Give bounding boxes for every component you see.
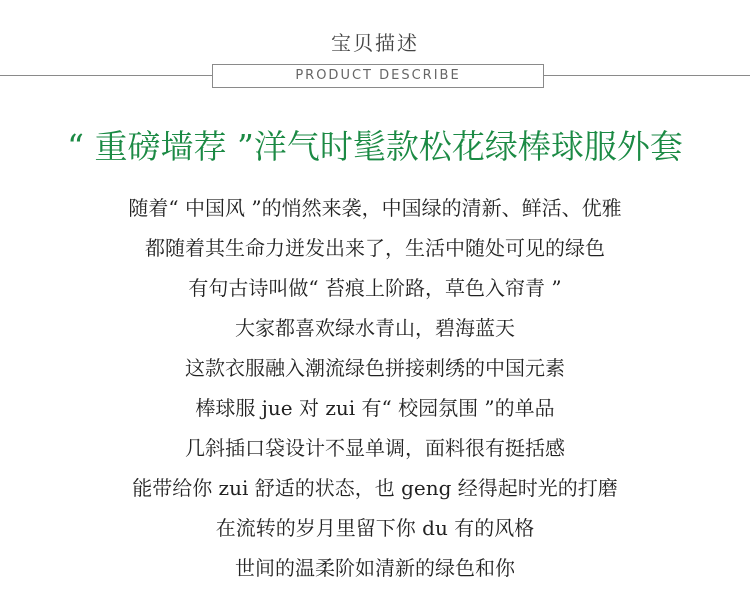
section-header <box>0 0 750 100</box>
description-line: 这款衣服融入潮流绿色拼接刺绣的中国元素 <box>185 356 565 380</box>
header-divider-right <box>543 75 750 76</box>
description-line: 棒球服 jue 对 zui 有“ 校园氛围 ”的单品 <box>195 396 555 420</box>
description-line: 都随着其生命力迸发出来了，生活中随处可见的绿色 <box>145 236 605 260</box>
section-title-en-box <box>212 64 544 88</box>
description-line: 有句古诗叫做“ 苔痕上阶路，草色入帘青 ” <box>188 276 562 300</box>
product-headline: “ 重磅墙荐 ”洋气时髦款松花绿棒球服外套 <box>67 127 683 166</box>
description-line: 能带给你 zui 舒适的状态，也 geng 经得起时光的打磨 <box>132 476 618 500</box>
description-line: 世间的温柔阶如清新的绿色和你 <box>235 556 515 580</box>
header-divider-left <box>0 75 213 76</box>
section-title-en: PRODUCT DESCRIBE <box>295 68 461 83</box>
description-line: 大家都喜欢绿水青山，碧海蓝天 <box>235 316 515 340</box>
description-line: 在流转的岁月里留下你 du 有的风格 <box>215 516 535 540</box>
description-line: 几斜插口袋设计不显单调，面料很有挺括感 <box>185 436 565 460</box>
description-line: 随着“ 中国风 ”的悄然来袭，中国绿的清新、鲜活、优雅 <box>128 196 622 220</box>
description-text <box>0 188 750 588</box>
section-title-cn: 宝贝描述 <box>331 31 419 55</box>
